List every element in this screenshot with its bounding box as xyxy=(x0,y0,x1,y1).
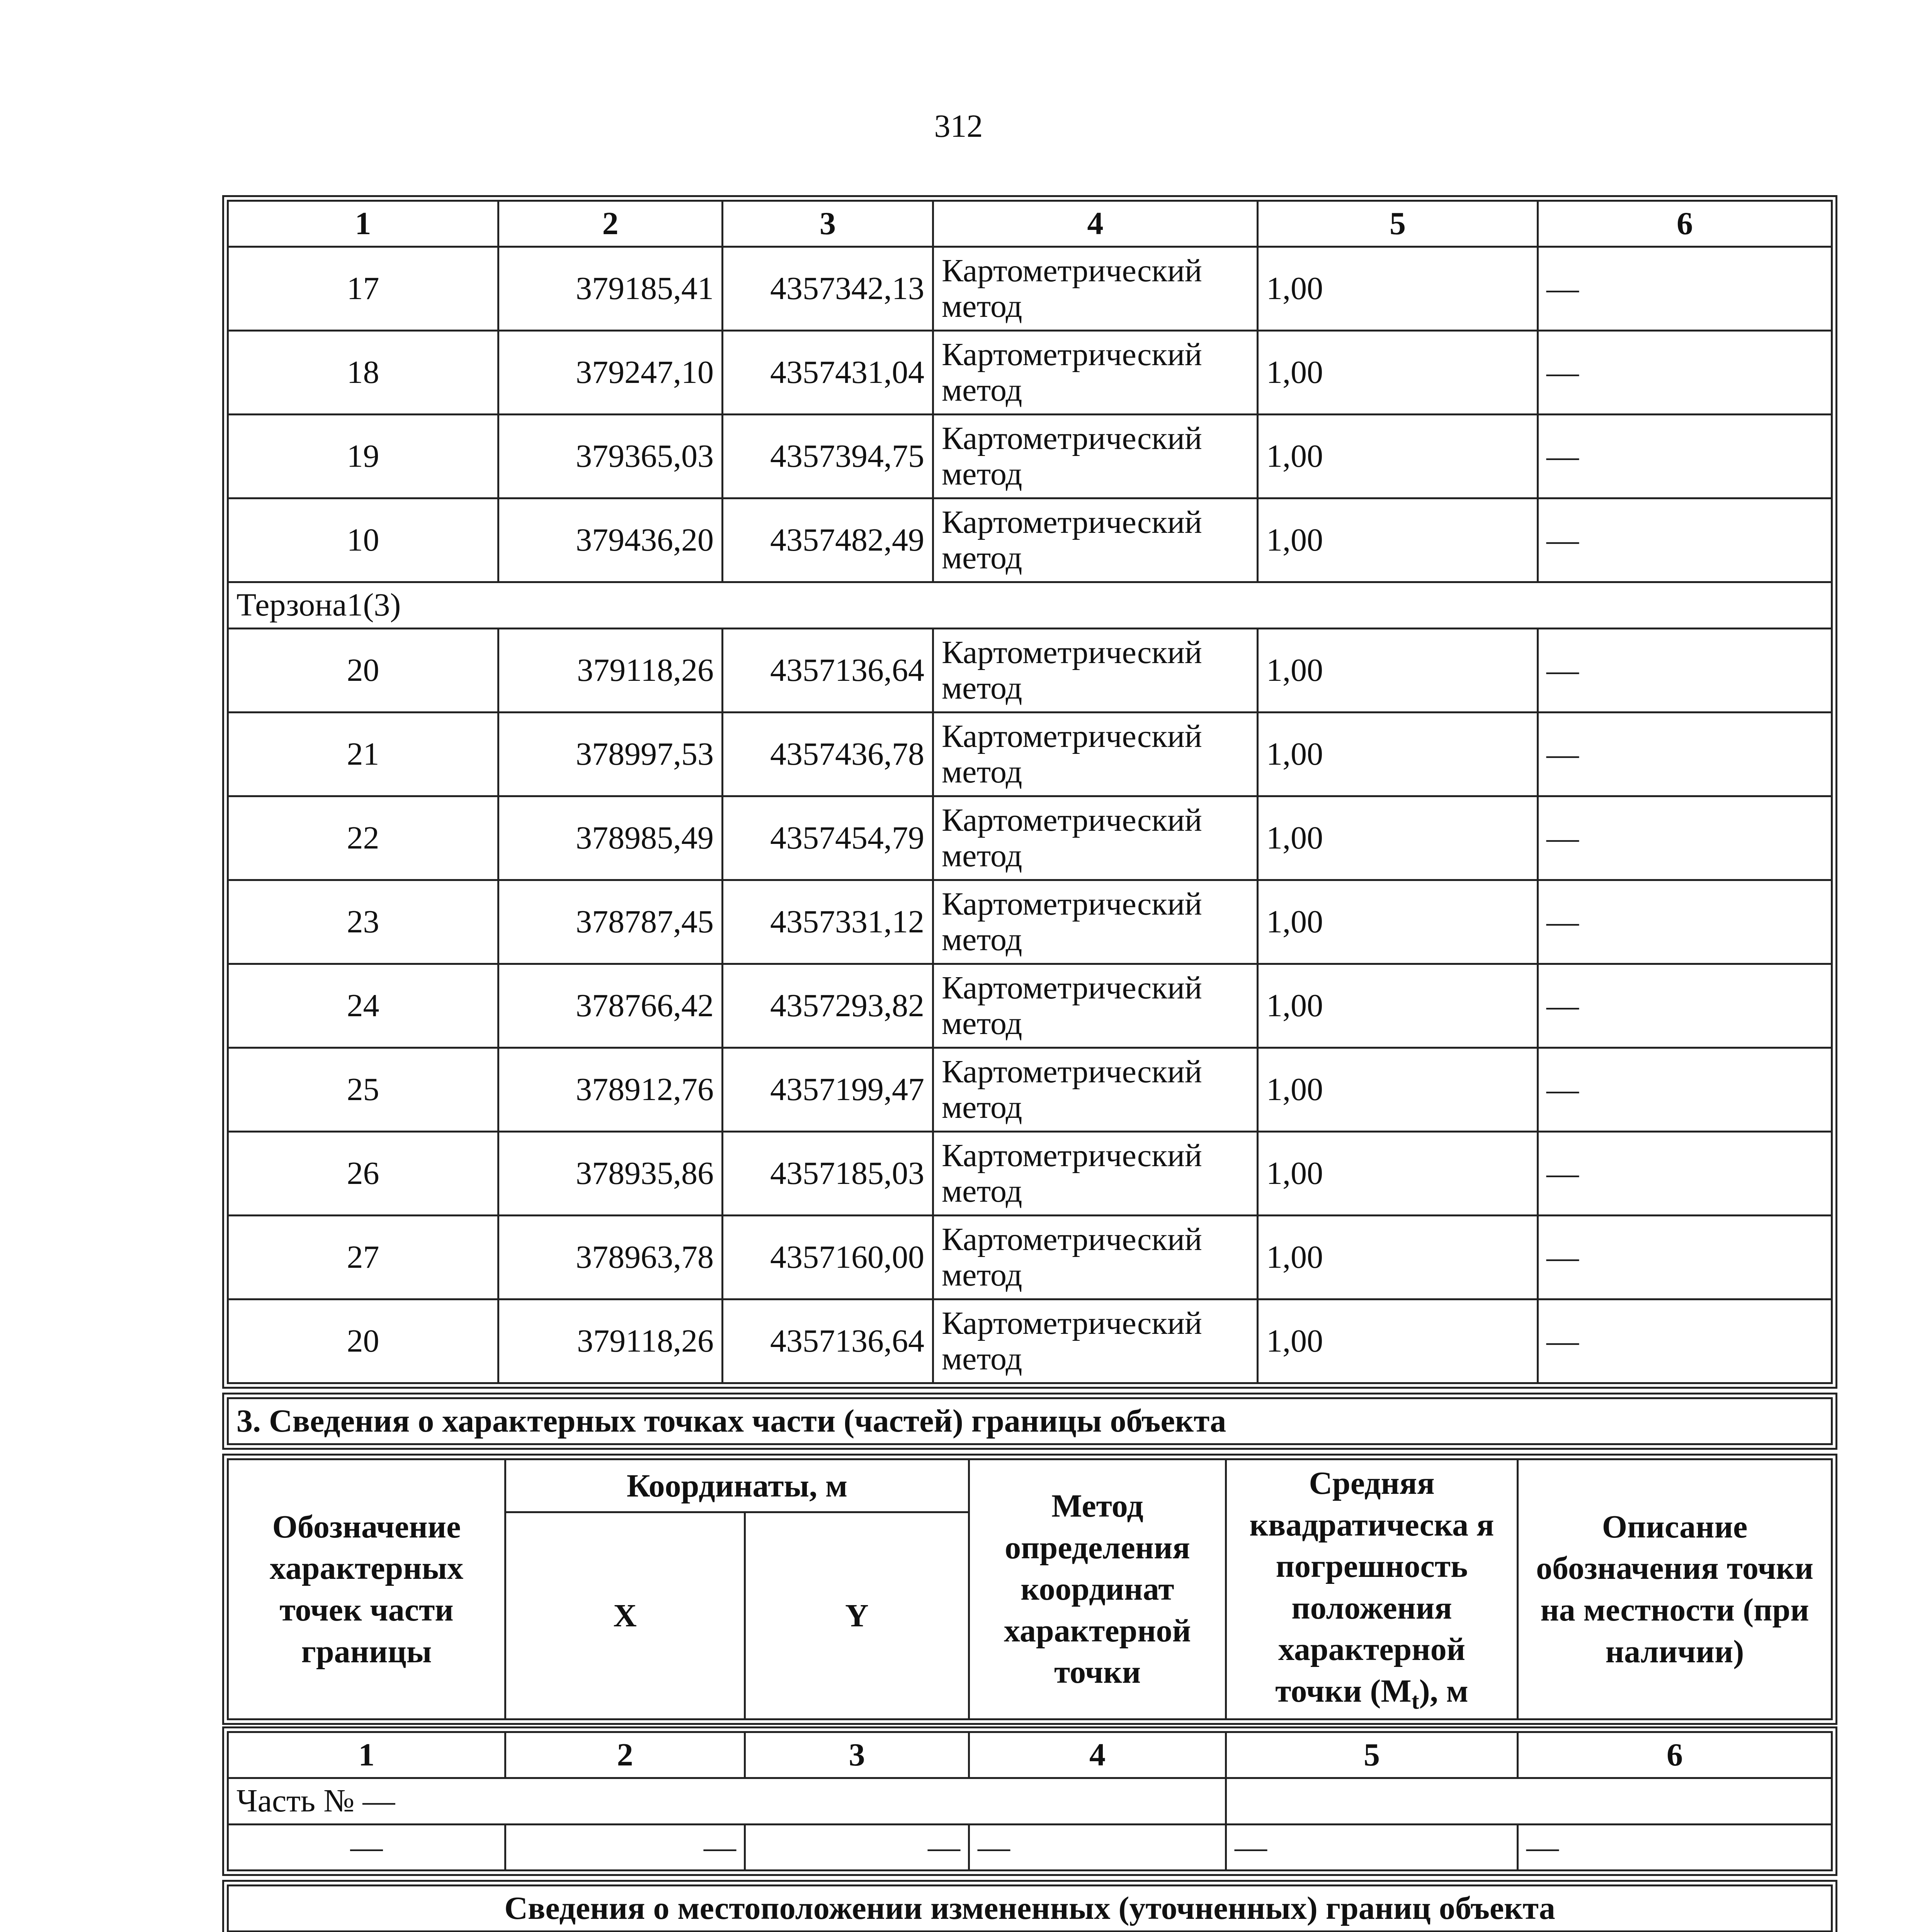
method-line: Картометрический xyxy=(942,969,1202,1006)
section3-header-frame xyxy=(222,1454,1837,1725)
x-coordinate: 379118,26 xyxy=(498,628,723,712)
x-coordinate: 378935,86 xyxy=(498,1131,723,1215)
header-error-text: Средняя квадратическа я погрешность положения характерной точки (M xyxy=(1249,1465,1494,1709)
points-table xyxy=(227,200,1833,1384)
point-description: — xyxy=(1538,415,1832,498)
point-description: — xyxy=(1538,247,1832,331)
method-line: метод xyxy=(942,372,1022,408)
error-value: 1,00 xyxy=(1258,1215,1538,1299)
table-row xyxy=(228,1299,1832,1383)
method-line: метод xyxy=(942,1340,1022,1377)
method-line: Картометрический xyxy=(942,420,1202,457)
method-cell xyxy=(933,880,1258,964)
method-line: Картометрический xyxy=(942,1053,1202,1090)
method-cell xyxy=(933,712,1258,796)
group-row xyxy=(228,582,1832,628)
point-number: 19 xyxy=(228,415,498,498)
point-description: — xyxy=(1538,880,1832,964)
x-coordinate: 378912,76 xyxy=(498,1048,723,1131)
method-line: метод xyxy=(942,456,1022,492)
table-row xyxy=(228,712,1832,796)
method-cell xyxy=(933,415,1258,498)
method-line: Картометрический xyxy=(942,337,1202,373)
section3-body-frame xyxy=(222,1726,1837,1876)
error-value: 1,00 xyxy=(1258,498,1538,582)
changed-borders-title: Сведения о местоположении измененных (уточненных) границ объекта xyxy=(228,1885,1832,1931)
y-coordinate: 4357199,47 xyxy=(723,1048,933,1131)
column-number: 2 xyxy=(498,201,723,247)
method-cell xyxy=(933,1215,1258,1299)
point-number: 20 xyxy=(228,1299,498,1383)
table-row xyxy=(228,498,1832,582)
method-cell xyxy=(933,1131,1258,1215)
header-method: Метод определения координат характерной точки xyxy=(969,1459,1226,1719)
cell: — xyxy=(1226,1824,1518,1870)
error-value: 1,00 xyxy=(1258,247,1538,331)
error-value: 1,00 xyxy=(1258,880,1538,964)
header-error xyxy=(1226,1459,1518,1719)
method-line: Картометрический xyxy=(942,802,1202,838)
point-description: — xyxy=(1538,796,1832,880)
point-number: 25 xyxy=(228,1048,498,1131)
x-coordinate: 379247,10 xyxy=(498,331,723,415)
column-number: 1 xyxy=(228,201,498,247)
method-line: метод xyxy=(942,1257,1022,1293)
column-number: 6 xyxy=(1518,1732,1832,1778)
error-value: 1,00 xyxy=(1258,415,1538,498)
method-cell xyxy=(933,247,1258,331)
point-number: 22 xyxy=(228,796,498,880)
point-description: — xyxy=(1538,1215,1832,1299)
point-number: 26 xyxy=(228,1131,498,1215)
table-row xyxy=(228,880,1832,964)
method-cell xyxy=(933,628,1258,712)
cell: — xyxy=(969,1824,1226,1870)
error-value: 1,00 xyxy=(1258,1299,1538,1383)
y-coordinate: 4357185,03 xyxy=(723,1131,933,1215)
y-coordinate: 4357136,64 xyxy=(723,1299,933,1383)
point-number: 10 xyxy=(228,498,498,582)
x-coordinate: 379436,20 xyxy=(498,498,723,582)
method-line: Картометрический xyxy=(942,718,1202,754)
header-x: X xyxy=(505,1512,745,1719)
header-error-subscript: t xyxy=(1411,1688,1419,1714)
table-row xyxy=(228,796,1832,880)
table-row xyxy=(228,1048,1832,1131)
method-cell xyxy=(933,796,1258,880)
y-coordinate: 4357342,13 xyxy=(723,247,933,331)
table-row xyxy=(228,415,1832,498)
changed-borders-title-frame xyxy=(222,1880,1837,1932)
method-cell xyxy=(933,1048,1258,1131)
column-number: 5 xyxy=(1226,1732,1518,1778)
point-description: — xyxy=(1538,498,1832,582)
error-value: 1,00 xyxy=(1258,964,1538,1048)
method-line: метод xyxy=(942,540,1022,576)
method-line: Картометрический xyxy=(942,504,1202,541)
method-cell xyxy=(933,331,1258,415)
x-coordinate: 379365,03 xyxy=(498,415,723,498)
section3-body-table xyxy=(227,1731,1833,1871)
error-value: 1,00 xyxy=(1258,1048,1538,1131)
method-cell xyxy=(933,964,1258,1048)
point-number: 27 xyxy=(228,1215,498,1299)
method-line: метод xyxy=(942,670,1022,706)
column-number: 4 xyxy=(969,1732,1226,1778)
table-row xyxy=(228,1215,1832,1299)
point-description: — xyxy=(1538,1299,1832,1383)
method-line: метод xyxy=(942,1005,1022,1041)
point-description: — xyxy=(1538,712,1832,796)
column-number: 2 xyxy=(505,1732,745,1778)
table-column-numbers xyxy=(228,1732,1832,1778)
error-value: 1,00 xyxy=(1258,1131,1538,1215)
column-number: 3 xyxy=(723,201,933,247)
method-line: метод xyxy=(942,288,1022,325)
points-table-frame xyxy=(222,195,1837,1389)
y-coordinate: 4357331,12 xyxy=(723,880,933,964)
method-line: метод xyxy=(942,1089,1022,1125)
x-coordinate: 378997,53 xyxy=(498,712,723,796)
point-description: — xyxy=(1538,628,1832,712)
column-number: 4 xyxy=(933,201,1258,247)
error-value: 1,00 xyxy=(1258,331,1538,415)
method-line: Картометрический xyxy=(942,886,1202,922)
y-coordinate: 4357436,78 xyxy=(723,712,933,796)
table-column-numbers xyxy=(228,201,1832,247)
cell: — xyxy=(228,1824,505,1870)
point-description: — xyxy=(1538,331,1832,415)
header-description: Описание обозначения точки на местности (при наличии) xyxy=(1518,1459,1832,1719)
column-number: 6 xyxy=(1538,201,1832,247)
header-designation: Обозначение характерных точек части границы xyxy=(228,1459,505,1719)
x-coordinate: 378985,49 xyxy=(498,796,723,880)
cell: — xyxy=(505,1824,745,1870)
table-row xyxy=(228,1824,1832,1870)
group-label: Терзона1(3) xyxy=(228,582,1832,628)
page-number: 312 xyxy=(934,108,983,144)
y-coordinate: 4357394,75 xyxy=(723,415,933,498)
y-coordinate: 4357454,79 xyxy=(723,796,933,880)
x-coordinate: 378766,42 xyxy=(498,964,723,1048)
section3-title: 3. Сведения о характерных точках части (частей) границы объекта xyxy=(228,1398,1832,1444)
method-line: Картометрический xyxy=(942,1137,1202,1173)
point-number: 20 xyxy=(228,628,498,712)
point-number: 17 xyxy=(228,247,498,331)
y-coordinate: 4357160,00 xyxy=(723,1215,933,1299)
method-line: Картометрический xyxy=(942,253,1202,289)
cell: — xyxy=(745,1824,969,1870)
cell: — xyxy=(1518,1824,1832,1870)
x-coordinate: 379118,26 xyxy=(498,1299,723,1383)
point-number: 18 xyxy=(228,331,498,415)
method-cell xyxy=(933,498,1258,582)
point-number: 21 xyxy=(228,712,498,796)
y-coordinate: 4357293,82 xyxy=(723,964,933,1048)
header-coordinates: Координаты, м xyxy=(505,1459,969,1512)
error-value: 1,00 xyxy=(1258,712,1538,796)
column-number: 3 xyxy=(745,1732,969,1778)
y-coordinate: 4357482,49 xyxy=(723,498,933,582)
table-row xyxy=(228,247,1832,331)
section3-header-table xyxy=(227,1458,1833,1720)
header-error-unit: ), м xyxy=(1419,1673,1468,1709)
x-coordinate: 378963,78 xyxy=(498,1215,723,1299)
point-description: — xyxy=(1538,1048,1832,1131)
x-coordinate: 379185,41 xyxy=(498,247,723,331)
column-number: 1 xyxy=(228,1732,505,1778)
method-line: метод xyxy=(942,921,1022,957)
y-coordinate: 4357136,64 xyxy=(723,628,933,712)
table-row xyxy=(228,964,1832,1048)
document-body xyxy=(222,195,1837,1932)
table-row xyxy=(228,1131,1832,1215)
x-coordinate: 378787,45 xyxy=(498,880,723,964)
section3-title-frame xyxy=(222,1393,1837,1450)
method-line: метод xyxy=(942,1173,1022,1209)
point-number: 24 xyxy=(228,964,498,1048)
y-coordinate: 4357431,04 xyxy=(723,331,933,415)
table-row xyxy=(228,628,1832,712)
part-label: Часть № — xyxy=(228,1778,1226,1824)
method-cell xyxy=(933,1299,1258,1383)
header-y: Y xyxy=(745,1512,969,1719)
method-line: Картометрический xyxy=(942,634,1202,670)
table-row xyxy=(228,331,1832,415)
point-description: — xyxy=(1538,964,1832,1048)
error-value: 1,00 xyxy=(1258,628,1538,712)
method-line: метод xyxy=(942,753,1022,790)
part-empty-cell xyxy=(1226,1778,1832,1824)
method-line: Картометрический xyxy=(942,1305,1202,1341)
point-number: 23 xyxy=(228,880,498,964)
method-line: метод xyxy=(942,837,1022,874)
error-value: 1,00 xyxy=(1258,796,1538,880)
column-number: 5 xyxy=(1258,201,1538,247)
method-line: Картометрический xyxy=(942,1221,1202,1257)
point-description: — xyxy=(1538,1131,1832,1215)
